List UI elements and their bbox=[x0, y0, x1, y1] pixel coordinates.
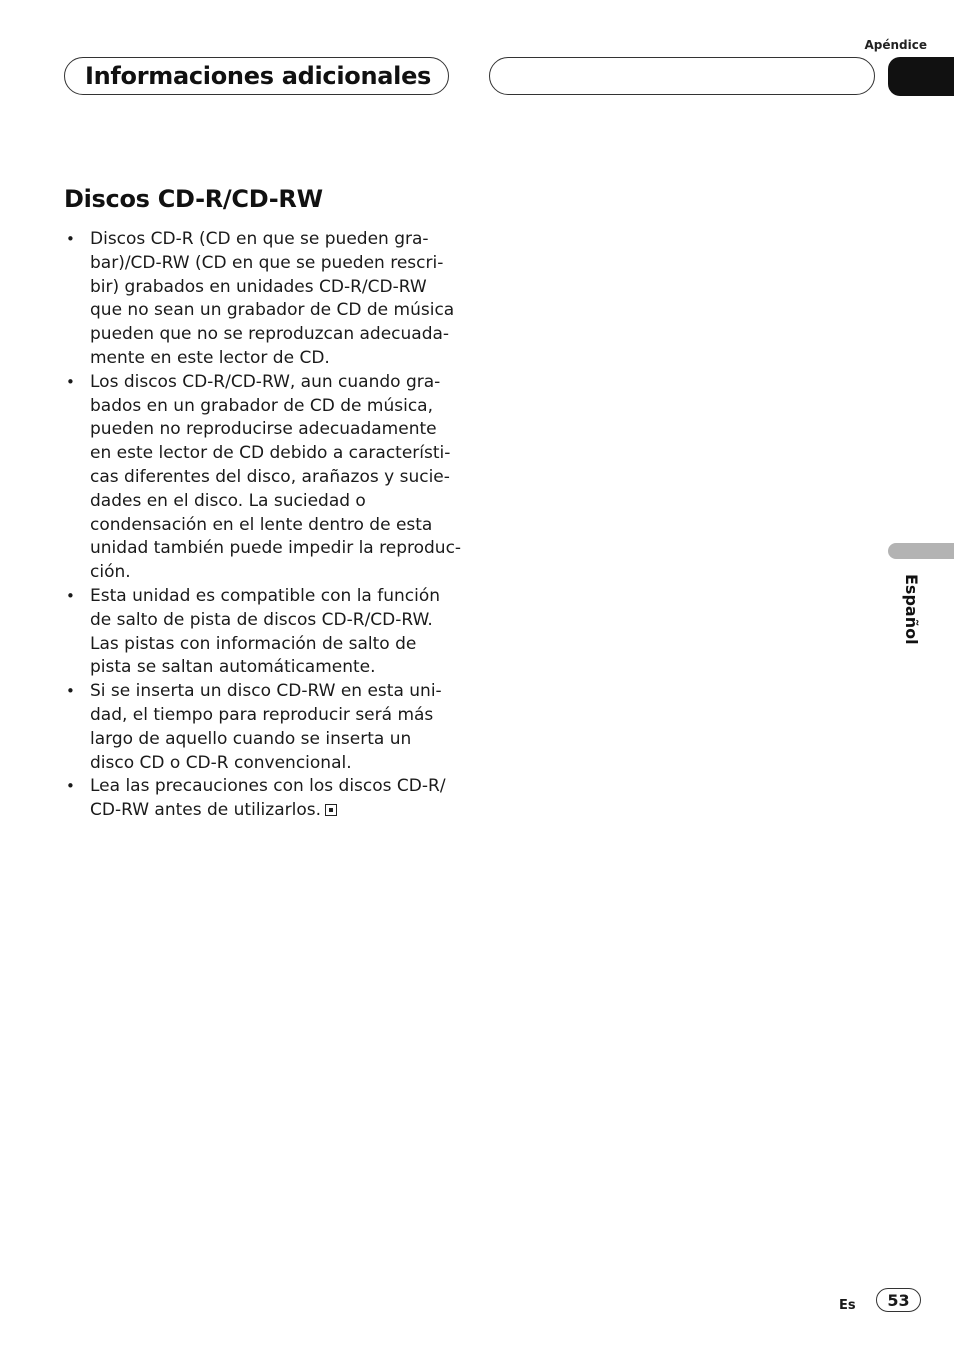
language-label: Español bbox=[902, 574, 921, 645]
bullet-text-line: de salto de pista de discos CD-R/CD-RW. bbox=[90, 609, 433, 630]
chapter-title: Informaciones adicionales bbox=[85, 62, 432, 90]
bullet-text-line: Las pistas con información de salto de bbox=[90, 633, 417, 654]
list-item bbox=[64, 775, 459, 823]
bullet-list bbox=[64, 228, 462, 823]
header-tab-marker bbox=[888, 57, 954, 96]
bullet-text-line: ción. bbox=[90, 562, 131, 583]
bullet-text-line: dades en el disco. La suciedad o bbox=[90, 490, 366, 511]
list-item bbox=[64, 680, 459, 775]
bullet-text-line: CD-RW antes de utilizarlos. bbox=[90, 799, 459, 823]
bullet-text-line: pista se saltan automáticamente. bbox=[90, 657, 376, 678]
end-of-section-icon bbox=[325, 804, 337, 816]
bullet-dot: • bbox=[66, 586, 75, 605]
bullet-text-line: cas diferentes del disco, arañazos y sucie- bbox=[90, 466, 450, 487]
list-item bbox=[64, 585, 459, 680]
bullet-text-line: bir) grabados en unidades CD-R/CD-RW bbox=[90, 276, 427, 297]
page-number: 53 bbox=[876, 1288, 921, 1312]
section-heading: Discos CD-R/CD-RW bbox=[64, 185, 323, 213]
bullet-text-line: Esta unidad es compatible con la función bbox=[90, 585, 441, 606]
bullet-dot: • bbox=[66, 777, 75, 796]
bullet-text-line: largo de aquello cuando se inserta un bbox=[90, 728, 412, 749]
footer-language-code: Es bbox=[839, 1298, 856, 1313]
bullet-text-line: condensación en el lente dentro de esta bbox=[90, 514, 433, 535]
bullet-text-line: dad, el tiempo para reproducir será más bbox=[90, 704, 434, 725]
bullet-text-line: bados en un grabador de CD de música, bbox=[90, 395, 433, 416]
bullet-dot: • bbox=[66, 230, 75, 248]
section-label: Apéndice bbox=[864, 38, 927, 52]
bullet-text-line: Lea las precauciones con los discos CD-R/ bbox=[90, 776, 446, 797]
bullet-text-line: Si se inserta un disco CD-RW en esta uni- bbox=[90, 681, 442, 702]
bullet-text-line: pueden no reproducirse adecuadamente bbox=[90, 419, 437, 440]
bullet-text-line: Los discos CD-R/CD-RW, aun cuando gra- bbox=[90, 371, 441, 392]
bullet-text-line: Discos CD-R (CD en que se pueden gra- bbox=[90, 229, 429, 249]
bullet-text-line: bar)/CD-RW (CD en que se pueden rescri- bbox=[90, 252, 444, 273]
bullet-text-line: disco CD o CD-R convencional. bbox=[90, 752, 352, 773]
bullet-dot: • bbox=[66, 372, 75, 391]
language-tab-marker bbox=[888, 543, 954, 559]
chapter-title-frame bbox=[64, 57, 449, 95]
bullet-text-line: unidad también puede impedir la reproduc- bbox=[90, 538, 462, 559]
list-item bbox=[64, 228, 459, 371]
bullet-text-line: pueden que no se reproduzcan adecuada- bbox=[90, 324, 450, 345]
bullet-text-line: mente en este lector de CD. bbox=[90, 347, 330, 368]
bullet-text-line: en este lector de CD debido a característi- bbox=[90, 443, 451, 464]
bullet-dot: • bbox=[66, 682, 75, 701]
bullet-text-line: que no sean un grabador de CD de música bbox=[90, 300, 455, 321]
list-item bbox=[64, 371, 462, 585]
header-blank-frame bbox=[489, 57, 875, 95]
